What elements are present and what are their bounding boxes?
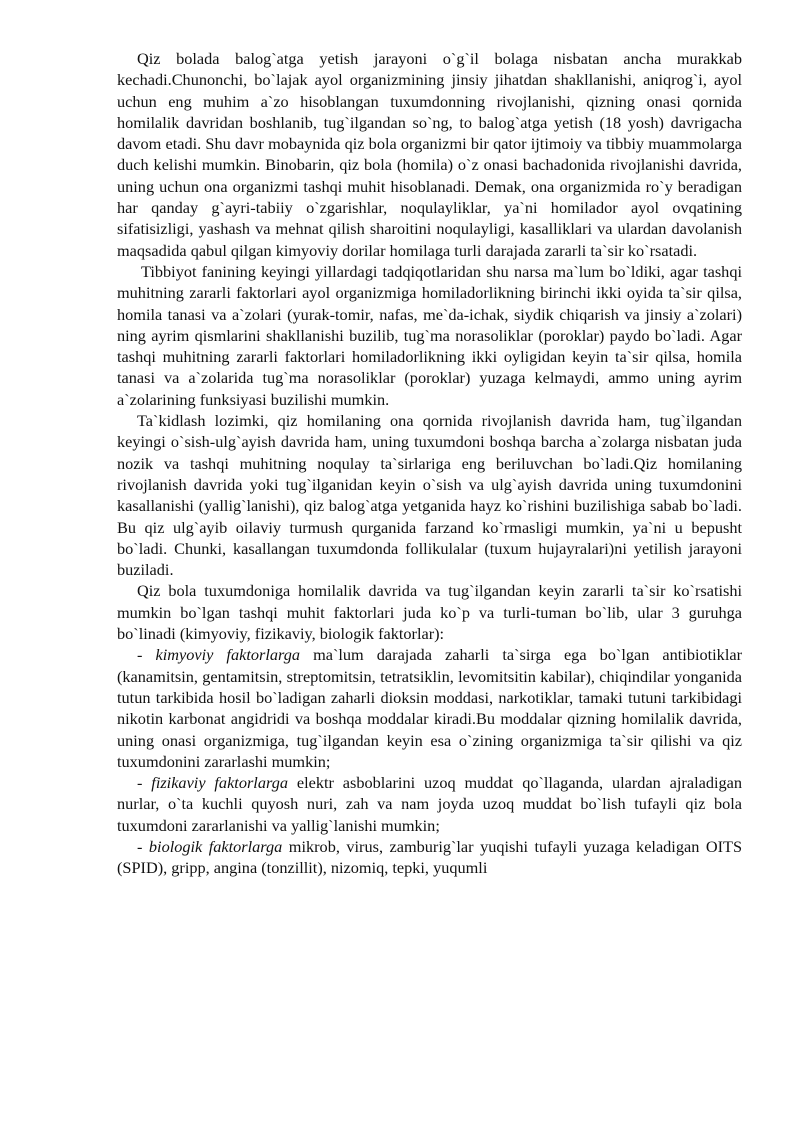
factor-chemical <box>117 644 742 772</box>
factor-physical <box>117 772 742 836</box>
factor-physical-prefix: - <box>137 773 152 793</box>
paragraph-1: Qiz bolada balog`atga yetish jarayoni o`g`il bolaga nisbatan ancha murakkab kechadi.Chunonchi, bo`lajak ayol organizmining jinsiy jihatdan shakllanishi, aniqrog`i, ayol uchun eng muhim a`zo hisoblangan tuxumdonning rivojlanishi, qizning onasi qornida homilalik davridan boshlanib, tug`ilgandan so`ng, to balog`atga yetish (18 yosh) davrigacha davom etadi. Shu davr mobaynida qiz bola organizmi bir qator ijtimoiy va tibbiy muammolarga duch kelishi mumkin. Binobarin, qiz bola (homila) o`z onasi bachadonida rivojlanishi davrida, uning uchun ona organizmi tashqi muhit hisoblanadi. Demak, ona organizmida ro`y beradigan har qanday g`ayri-tabiiy o`zgarishlar, noqulayliklar, ya`ni homilador ayol ovqatining sifatisizligi, yashash va mehnat qilish sharoitini noqulayligi, kasalliklari va ulardan davolanish maqsadida qabul qilgan kimyoviy dorilar homilaga turli darajada zararli ta`sir ko`rsatadi. <box>117 49 742 260</box>
factor-chemical-prefix: - <box>137 645 156 665</box>
document-page <box>117 48 742 879</box>
paragraph-2: Tibbiyot fanining keyingi yillardagi tadqiqotlaridan shu narsa ma`lum bo`ldiki, agar tashqi muhitning zararli faktorlari ayol organizmiga homiladorlikning birinchi ikki oyida ta`sir qilsa, homila tanasi va a`zolari (yurak-tomir, nafas, me`da-ichak, siydik chiqarish va jinsiy a`zolari) ning ayrim qismlarini shakllanishi buzilib, tug`ma norasoliklar (poroklar) paydo bo`ladi. Agar tashqi muhitning zararli faktorlari homiladorlikning ikki oyligidan keyin ta`sir qilsa, homila tanasi va a`zolarida tug`ma norasoliklar (poroklar) yuzaga kelmaydi, ammo uning ayrim a`zolarining funksiyasi buzilishi mumkin. <box>117 261 742 409</box>
factor-biological-term: biologik faktorlarga <box>148 836 283 856</box>
factor-physical-text: elektr asboblarini uzoq muddat qo`llaganda, ulardan ajraladigan nurlar, o`ta kuchli quyosh nuri, zah va nam joyda uzoq muddat bo`lish tufayli qiz bola tuxumdoni zararlanishi va yallig`lanishi mumkin; <box>117 773 742 835</box>
factor-chemical-text: ma`lum darajada zaharli ta`sirga ega bo`lgan antibiotiklar (kanamitsin, gentamitsin, streptomitsin, tetratsiklin, levomitsitin kabilar), chiqindilar yonganida tutun tarkibida hosil bo`ladigan zaharli dioksin moddasi, narkotiklar, tamaki tutuni tarkibidagi nikotin karbonat angidridi va boshqa moddalar kiradi.Bu moddalar qizning homilalik davrida, uning onasi organizmiga, tug`ilgandan keyin esa o`zining organizmiga ta`sir qilishi va qiz tuxumdonini zararlashi mumkin; <box>117 645 742 771</box>
factor-physical-term: fizikaviy faktorlarga <box>151 773 288 793</box>
factor-biological <box>117 836 742 879</box>
factor-biological-text: mikrob, virus, zamburig`lar yuqishi tufayli yuzaga keladigan OITS (SPID), gripp, angina (tonzillit), nizomiq, tepki, yuqumli <box>117 836 743 878</box>
factor-chemical-term: kimyoviy faktorlarga <box>155 645 300 665</box>
paragraph-3: Ta`kidlash lozimki, qiz homilaning ona qornida rivojlanish davrida ham, tug`ilgandan keyingi o`sish-ulg`ayish davrida ham, uning tuxumdoni boshqa barcha a`zolarga nisbatan juda nozik va tashqi muhitning noqulay ta`sirlariga eng beriluvchan bo`ladi.Qiz homilaning rivojlanish davrida yoki tug`ilganidan keyin o`sish va ulg`ayish davrida uning tuxumdonini kasallanishi (yallig`lanishi), qiz balog`atga yetganida hayz ko`rishini buzilishiga sabab bo`ladi. Bu qiz ulg`ayib oilaviy turmush qurganida farzand ko`rmasligi mumkin, ya`ni u bepusht bo`ladi. Chunki, kasallangan tuxumdonda follikulalar (tuxum hujayralari)ni yetilish jarayoni buziladi. <box>117 411 742 580</box>
factor-biological-prefix: - <box>137 836 149 856</box>
paragraph-4: Qiz bola tuxumdoniga homilalik davrida va tug`ilgandan keyin zararli ta`sir ko`rsatishi mumkin bo`lgan tashqi muhit faktorlari juda ko`p va turli-tuman bo`lib, ular 3 guruhga bo`linadi (kimyoviy, fizikaviy, biologik faktorlar): <box>117 581 742 644</box>
